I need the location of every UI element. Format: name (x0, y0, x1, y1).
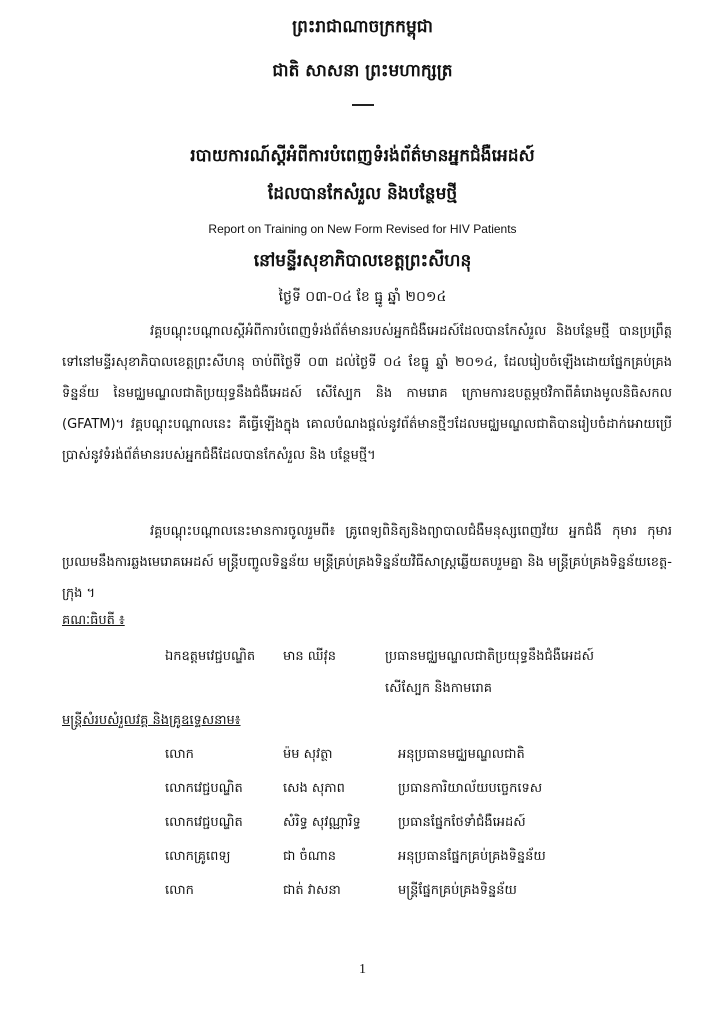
facilitator-title: លោកគ្រូពេទ្យ (165, 849, 231, 864)
facilitator-position: អនុប្រធានមជ្ឈមណ្ឌលជាតិ (398, 747, 525, 762)
facilitator-name: ជា ចំណាន (283, 849, 337, 864)
paragraph-1: វគ្គបណ្តុះបណ្តាលស្តីអំពីការបំពេញទំរង់ព័ត៌មានរបស់អ្នកជំងឺអេដស៍ដែលបានកែសំរួល និងបន្ថែមថ្មី បានប្រព្រឹត្តទៅនៅមន្ទីរសុខាភិបាលខេត្តព្រះសីហនុ ចាប់ពីថ្ងៃទី ០៣ ដល់ថ្ងៃទី ០៤ ខែធ្នូ ឆ្នាំ ២០១៤, ដែលរៀបចំឡើងដោយផ្នែកគ្រប់គ្រងទិន្នន័យ នៃមជ្ឈមណ្ឌលជាតិប្រយុទ្ធនឹងជំងឺអេដស៍ សើស្បែក និង កាមរោគ ក្រោមការឧបត្ថម្ភថវិកាពីគំរោងមូលនិធិសកល (GFATM)។ វគ្គបណ្តុះបណ្តាលនេះ គឺធ្វើឡើងក្នុង គោលបំណងផ្តល់នូវព័ត៌មានថ្មីៗដែលមជ្ឈមណ្ឌលជាតិបានរៀបចំដាក់អោយប្រើប្រាស់នូវទំរង់ព័ត៌មានរបស់អ្នកជំងឺដែលបានកែសំរួល និង បន្ថែមថ្មី។ (62, 324, 672, 463)
facilitator-name: ជាត់ វាសនា (283, 883, 341, 898)
facilitator-position: ប្រធានផ្នែកថែទាំជំងឺអេដស៍ (398, 815, 526, 830)
facilitator-title: លោក (165, 747, 194, 762)
presidium-position-cont: សើស្បែក និងកាមរោគ (385, 681, 493, 696)
facilitator-title: លោក (165, 883, 194, 898)
kingdom-heading: ព្រះរាជាណាចក្រកម្ពុជា (292, 17, 433, 37)
motto-heading: ជាតិ សាសនា ព្រះមហាក្សត្រ (272, 61, 453, 81)
facilitator-name: សេង សុភាព (283, 781, 345, 796)
report-title-line1: របាយការណ៍ស្តីអំពីការបំពេញទំរង់ព័ត៌មានអ្នកជំងឺអេដស៍ (190, 146, 535, 166)
paragraph-2: វគ្គបណ្តុះបណ្តាលនេះមានការចូលរួមពី៖ គ្រូពេទ្យពិនិត្យនិងព្យាបាលជំងឺមនុស្សពេញវ័យ អ្នកជំងឺ កុមារ កុមារប្រឈមនឹងការឆ្លងមេរោគអេដស៍ មន្ត្រីបញ្ចូលទិន្នន័យ មន្ត្រីគ្រប់គ្រងទិន្នន័យវិធីសាស្ត្រឆ្លើយតបរួមគ្នា និង មន្ត្រីគ្រប់គ្រងទិន្នន័យខេត្ត-ក្រុង ។ (62, 524, 672, 601)
facilitators-label: មន្ត្រីសំរបសំរួលវគ្គ និងគ្រូឧទ្ទេសនាម៖ (62, 713, 241, 728)
facilitator-title: លោកវេជ្ជបណ្ឌិត (165, 815, 243, 830)
report-title-line2: ដែលបានកែសំរួល និងបន្ថែមថ្មី (267, 184, 458, 204)
facilitator-title: លោកវេជ្ជបណ្ឌិត (165, 781, 243, 796)
page-number: 1 (359, 962, 366, 977)
divider (352, 104, 374, 106)
facilitator-position: ប្រធានការិយាល័យបច្ចេកទេស (398, 781, 543, 796)
report-date: ថ្ងៃទី ០៣-០៤ ខែ ធ្នូ ឆ្នាំ ២០១៤ (278, 289, 447, 305)
presidium-position: ប្រធានមជ្ឈមណ្ឌលជាតិប្រយុទ្ធនឹងជំងឺអេដស៍ (385, 649, 595, 664)
facilitator-name: ម៉ម សុវត្ថា (283, 747, 333, 762)
presidium-label: គណៈធិបតី ៖ (62, 613, 125, 628)
facilitator-name: សំរិទ្ធ សុវណ្ណារិទ្ធ (283, 815, 361, 830)
presidium-name: មាន ឈីវុន (283, 649, 337, 664)
facilitator-position: អនុប្រធានផ្នែកគ្រប់គ្រងទិន្នន័យ (398, 849, 546, 864)
presidium-title: ឯកឧត្តមវេជ្ជបណ្ឌិត (165, 649, 256, 664)
facilitator-position: មន្ត្រីផ្នែកគ្រប់គ្រងទិន្នន័យ (398, 883, 517, 898)
report-location: នៅមន្ទីរសុខាភិបាលខេត្តព្រះសីហនុ (253, 251, 472, 271)
report-title-english: Report on Training on New Form Revised for HIV Patients (208, 222, 517, 236)
